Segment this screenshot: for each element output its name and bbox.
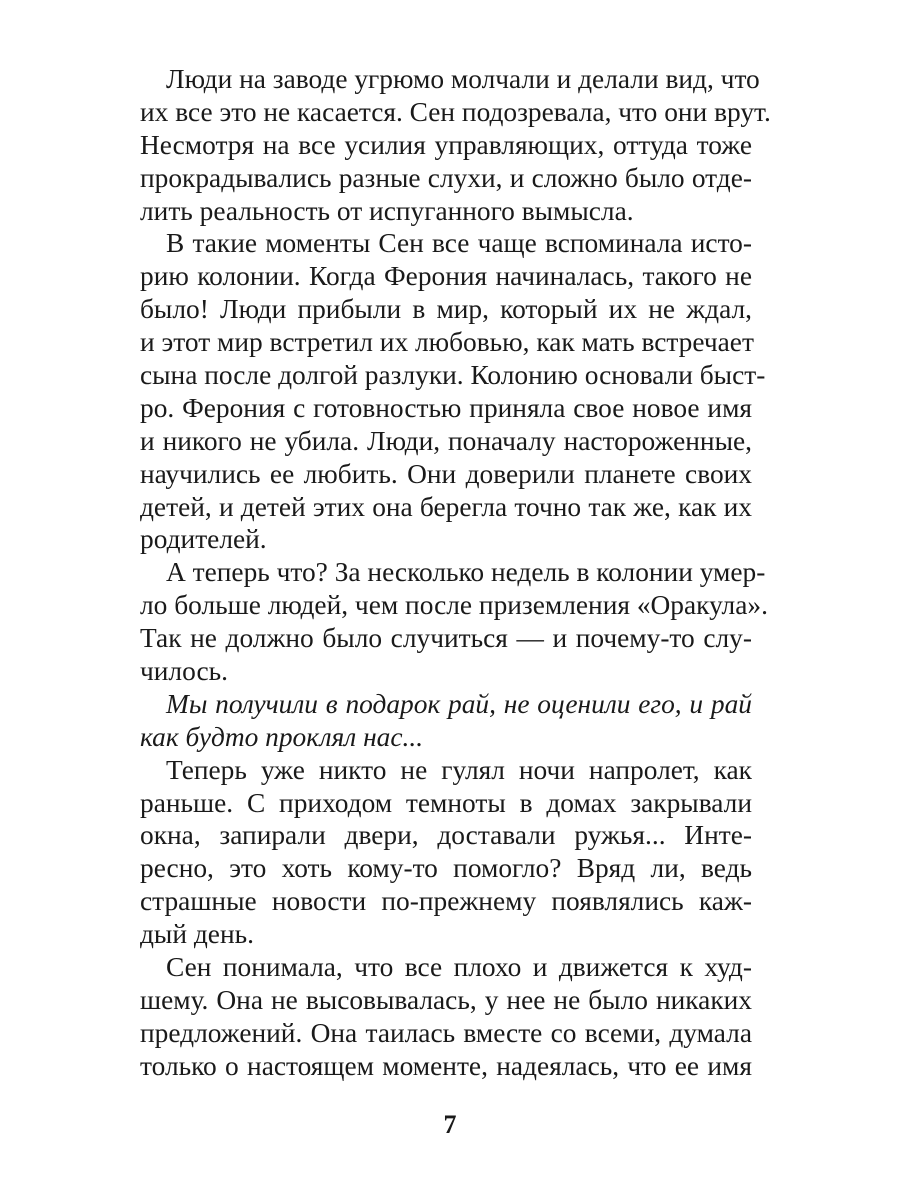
text-line: рию колонии. Когда Ферония начиналась, такого не [140, 261, 752, 292]
text-line: страшные новости по-прежнему появлялись каж- [140, 886, 752, 917]
paragraph [140, 227, 766, 556]
text-line: Мы получили в подарок рай, не оценили его, и рай [166, 688, 752, 719]
text-line: В такие моменты Сен все чаще вспоминала исто- [166, 228, 752, 259]
text-line: только о настоящем моменте, надеялась, что ее имя [140, 1050, 752, 1081]
text-line: Несмотря на все усилия управляющих, оттуда тоже [140, 129, 752, 160]
body-text [140, 63, 771, 1083]
paragraph [140, 63, 771, 227]
text-line: и этот мир встретил их любовью, как мать встречает [140, 327, 754, 358]
paragraph [140, 556, 768, 688]
text-line: сына после долгой разлуки. Колонию основали быст- [140, 360, 766, 391]
text-line: научились ее любить. Они доверили планете своих [140, 458, 752, 489]
text-line: как будто проклял нас... [140, 721, 424, 752]
text-line: и никого не убила. Люди, поначалу настороженные, [140, 425, 752, 456]
italic-paragraph [140, 688, 752, 754]
text-line: ресно, это хоть кому-то помогло? Вряд ли, ведь [140, 853, 752, 884]
text-line: родителей. [140, 524, 267, 555]
paragraph [140, 951, 752, 1083]
text-line: раньше. С приходом темноты в домах закрывали [140, 787, 752, 818]
text-line: их все это не касается. Сен подозревала, что они врут. [140, 96, 771, 127]
page-number: 7 [443, 1110, 457, 1139]
text-line: окна, запирали двери, доставали ружья... Инте- [140, 820, 752, 851]
text-line: Теперь уже никто не гулял ночи напролет, как [166, 754, 752, 785]
text-line: чилось. [140, 656, 228, 687]
text-line: ло больше людей, чем после приземления «Оракула». [140, 590, 768, 621]
text-line: предложений. Она таилась вместе со всеми, думала [140, 1017, 752, 1048]
paragraph [140, 754, 752, 951]
text-line: ро. Ферония с готовностью приняла свое новое имя [140, 392, 752, 423]
text-line: детей, и детей этих она берегла точно так же, как их [140, 491, 752, 522]
text-line: лить реальность от испуганного вымысла. [140, 195, 634, 226]
text-line: дый день. [140, 919, 254, 950]
text-line: прокрадывались разные слухи, и сложно было отде- [140, 162, 752, 193]
text-line: Так не должно было случиться — и почему-то слу- [140, 623, 752, 654]
text-line: шему. Она не высовывалась, у нее не было никаких [140, 984, 752, 1015]
text-line: Сен понимала, что все плохо и движется к худ- [166, 952, 752, 983]
text-line: Люди на заводе угрюмо молчали и делали вид, что [166, 64, 760, 94]
text-line: было! Люди прибыли в мир, который их не ждал, [140, 294, 752, 325]
text-line: А теперь что? За несколько недель в колонии умер- [166, 557, 766, 588]
